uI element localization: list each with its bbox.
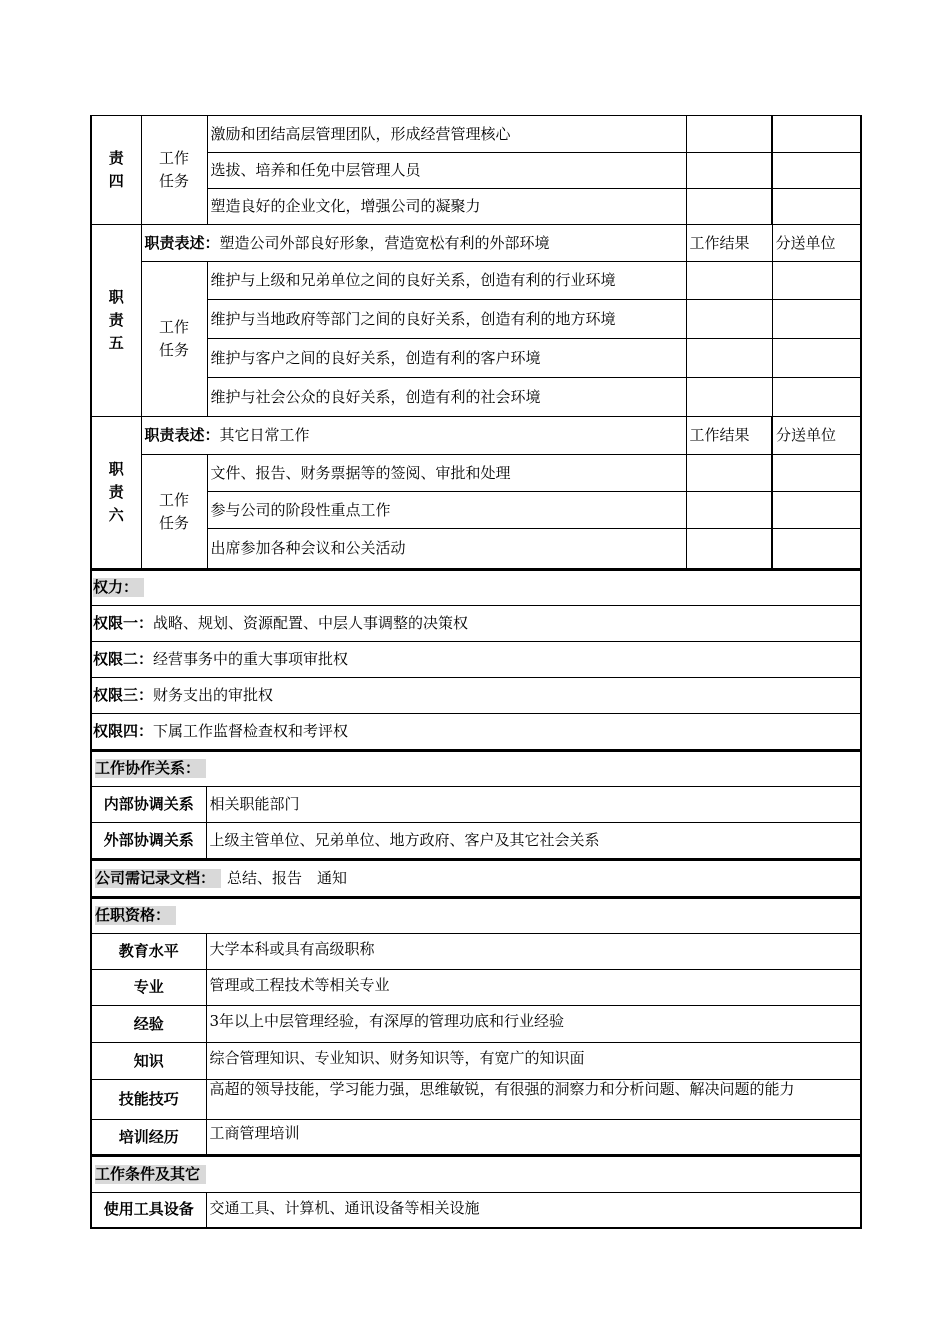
duty6-task-result bbox=[686, 455, 772, 492]
documents-header: 公司需记录文档： bbox=[95, 869, 221, 888]
duty5-task-row bbox=[91, 378, 861, 417]
duty5-dest-header: 分送单位 bbox=[772, 225, 861, 262]
duties-table bbox=[90, 115, 862, 569]
duty5-task-dest bbox=[772, 339, 861, 378]
duty5-task-row bbox=[91, 300, 861, 339]
qualification-row bbox=[91, 1043, 861, 1080]
qualification-label: 培训经历 bbox=[91, 1120, 206, 1155]
duty6-label: 职责六 bbox=[91, 417, 141, 569]
qualification-text: 综合管理知识、专业知识、财务知识等，有宽广的知识面 bbox=[206, 1043, 861, 1080]
duty5-task-dest bbox=[772, 378, 861, 417]
authority-row bbox=[91, 605, 861, 641]
duty5-task-dest bbox=[772, 300, 861, 339]
duty6-task-result bbox=[686, 529, 772, 569]
duty5-task-row bbox=[91, 339, 861, 378]
duty4-task-text: 激励和团结高层管理团队，形成经营管理核心 bbox=[207, 116, 686, 153]
documents-text: 总结、报告 通知 bbox=[227, 868, 348, 887]
authority-item-label: 权限四： bbox=[93, 721, 154, 740]
authority-item bbox=[91, 713, 861, 749]
qualification-label: 专业 bbox=[91, 970, 206, 1006]
qualification-label: 技能技巧 bbox=[91, 1080, 206, 1120]
duty4-task-row bbox=[91, 189, 861, 225]
duty4-task-dest bbox=[772, 153, 861, 189]
qualification-label: 知识 bbox=[91, 1043, 206, 1080]
duty5-task-row bbox=[91, 262, 861, 300]
duty6-task-dest bbox=[772, 492, 861, 529]
cooperation-label: 内部协调关系 bbox=[91, 787, 206, 823]
duty5-desc-row bbox=[91, 225, 861, 262]
qualification-label: 经验 bbox=[91, 1006, 206, 1043]
authority-item-text: 下属工作监督检查权和考评权 bbox=[153, 721, 349, 740]
duty5-task-result bbox=[686, 300, 772, 339]
conditions-table bbox=[90, 1155, 862, 1229]
duty4-task-dest bbox=[772, 189, 861, 225]
duty6-task-result bbox=[686, 492, 772, 529]
qualification-text: 3年以上中层管理经验，有深厚的管理功底和行业经验 bbox=[206, 1006, 861, 1043]
authority-item-text: 经营事务中的重大事项审批权 bbox=[153, 649, 349, 668]
duty4-label: 责四 bbox=[91, 116, 141, 225]
duty6-task-text: 出席参加各种会议和公关活动 bbox=[207, 529, 686, 569]
cooperation-row bbox=[91, 787, 861, 823]
qualification-row bbox=[91, 1120, 861, 1155]
conditions-text: 交通工具、计算机、通讯设备等相关设施 bbox=[206, 1192, 861, 1228]
qualification-text: 管理或工程技术等相关专业 bbox=[206, 970, 861, 1006]
qualification-header: 任职资格： bbox=[91, 898, 861, 934]
authority-item-label: 权限二： bbox=[93, 649, 154, 668]
duty6-dest-header: 分送单位 bbox=[772, 417, 861, 455]
duty4-task-result bbox=[686, 153, 772, 189]
duty5-task-text: 维护与上级和兄弟单位之间的良好关系，创造有利的行业环境 bbox=[207, 262, 686, 300]
duty4-task-row bbox=[91, 153, 861, 189]
duty6-task-dest bbox=[772, 455, 861, 492]
cooperation-text: 上级主管单位、兄弟单位、地方政府、客户及其它社会关系 bbox=[206, 823, 861, 859]
duty5-task-dest bbox=[772, 262, 861, 300]
job-description-document bbox=[90, 115, 860, 1229]
duty6-task-label: 工作任务 bbox=[141, 455, 207, 569]
duty4-task-dest bbox=[772, 116, 861, 153]
qualification-text: 高超的领导技能，学习能力强，思维敏锐，有很强的洞察力和分析问题、解决问题的能力 bbox=[206, 1080, 861, 1120]
duty6-task-text: 文件、报告、财务票据等的签阅、审批和处理 bbox=[207, 455, 686, 492]
duty5-task-text: 维护与社会公众的良好关系，创造有利的社会环境 bbox=[207, 378, 686, 417]
documents-table bbox=[90, 859, 862, 897]
authority-row bbox=[91, 677, 861, 713]
duty5-task-text: 维护与当地政府等部门之间的良好关系，创造有利的地方环境 bbox=[207, 300, 686, 339]
authority-item-text: 财务支出的审批权 bbox=[153, 685, 274, 704]
authority-row bbox=[91, 713, 861, 749]
cooperation-text: 相关职能部门 bbox=[206, 787, 861, 823]
duty5-task-text: 维护与客户之间的良好关系，创造有利的客户环境 bbox=[207, 339, 686, 378]
qualification-row bbox=[91, 1080, 861, 1120]
duty4-task-result bbox=[686, 116, 772, 153]
qualification-table bbox=[90, 897, 862, 1156]
authority-item bbox=[91, 641, 861, 677]
authority-row bbox=[91, 641, 861, 677]
duty6-task-dest bbox=[772, 529, 861, 569]
conditions-label: 使用工具设备 bbox=[91, 1192, 206, 1228]
duty6-desc-label: 职责表述： bbox=[144, 426, 220, 444]
authority-item-label: 权限三： bbox=[93, 685, 154, 704]
duty4-task-text: 选拔、培养和任免中层管理人员 bbox=[207, 153, 686, 189]
authority-item bbox=[91, 677, 861, 713]
duty5-task-result bbox=[686, 339, 772, 378]
cooperation-label: 外部协调关系 bbox=[91, 823, 206, 859]
duty6-result-header: 工作结果 bbox=[686, 417, 772, 455]
duty6-task-row bbox=[91, 455, 861, 492]
duty6-task-row bbox=[91, 529, 861, 569]
duty5-desc bbox=[141, 225, 686, 262]
duty5-desc-text: 塑造公司外部良好形象，营造宽松有利的外部环境 bbox=[219, 233, 550, 252]
authority-table bbox=[90, 569, 862, 750]
duty4-task-result bbox=[686, 189, 772, 225]
duty6-task-row bbox=[91, 492, 861, 529]
cooperation-row bbox=[91, 823, 861, 859]
qualification-row bbox=[91, 934, 861, 970]
authority-item-text: 战略、规划、资源配置、中层人事调整的决策权 bbox=[153, 613, 469, 632]
duty4-task-text: 塑造良好的企业文化，增强公司的凝聚力 bbox=[207, 189, 686, 225]
duty6-desc-text: 其它日常工作 bbox=[219, 426, 310, 444]
duty6-desc-row bbox=[91, 417, 861, 455]
duty5-desc-label: 职责表述： bbox=[144, 233, 220, 252]
duty5-result-header: 工作结果 bbox=[686, 225, 772, 262]
qualification-label: 教育水平 bbox=[91, 934, 206, 970]
authority-item-label: 权限一： bbox=[93, 613, 154, 632]
documents-row bbox=[91, 860, 861, 896]
duty5-task-label: 工作任务 bbox=[141, 262, 207, 417]
cooperation-table bbox=[90, 750, 862, 860]
duty4-task-label: 工作任务 bbox=[141, 116, 207, 225]
duty5-label: 职责五 bbox=[91, 225, 141, 417]
authority-item bbox=[91, 605, 861, 641]
authority-header-row bbox=[91, 570, 861, 605]
qualification-header-row bbox=[91, 898, 861, 934]
qualification-text: 大学本科或具有高级职称 bbox=[206, 934, 861, 970]
qualification-row bbox=[91, 970, 861, 1006]
conditions-header-row bbox=[91, 1156, 861, 1192]
authority-header: 权力： bbox=[91, 570, 861, 605]
duty5-task-result bbox=[686, 262, 772, 300]
conditions-row bbox=[91, 1192, 861, 1228]
conditions-header: 工作条件及其它 bbox=[91, 1156, 861, 1192]
cooperation-header-row bbox=[91, 751, 861, 787]
duty6-task-text: 参与公司的阶段性重点工作 bbox=[207, 492, 686, 529]
duty5-task-result bbox=[686, 378, 772, 417]
qualification-row bbox=[91, 1006, 861, 1043]
qualification-text: 工商管理培训 bbox=[206, 1120, 861, 1155]
duty6-desc bbox=[141, 417, 686, 455]
documents-cell bbox=[91, 860, 861, 896]
cooperation-header: 工作协作关系： bbox=[91, 751, 861, 787]
duty4-task-row bbox=[91, 116, 861, 153]
